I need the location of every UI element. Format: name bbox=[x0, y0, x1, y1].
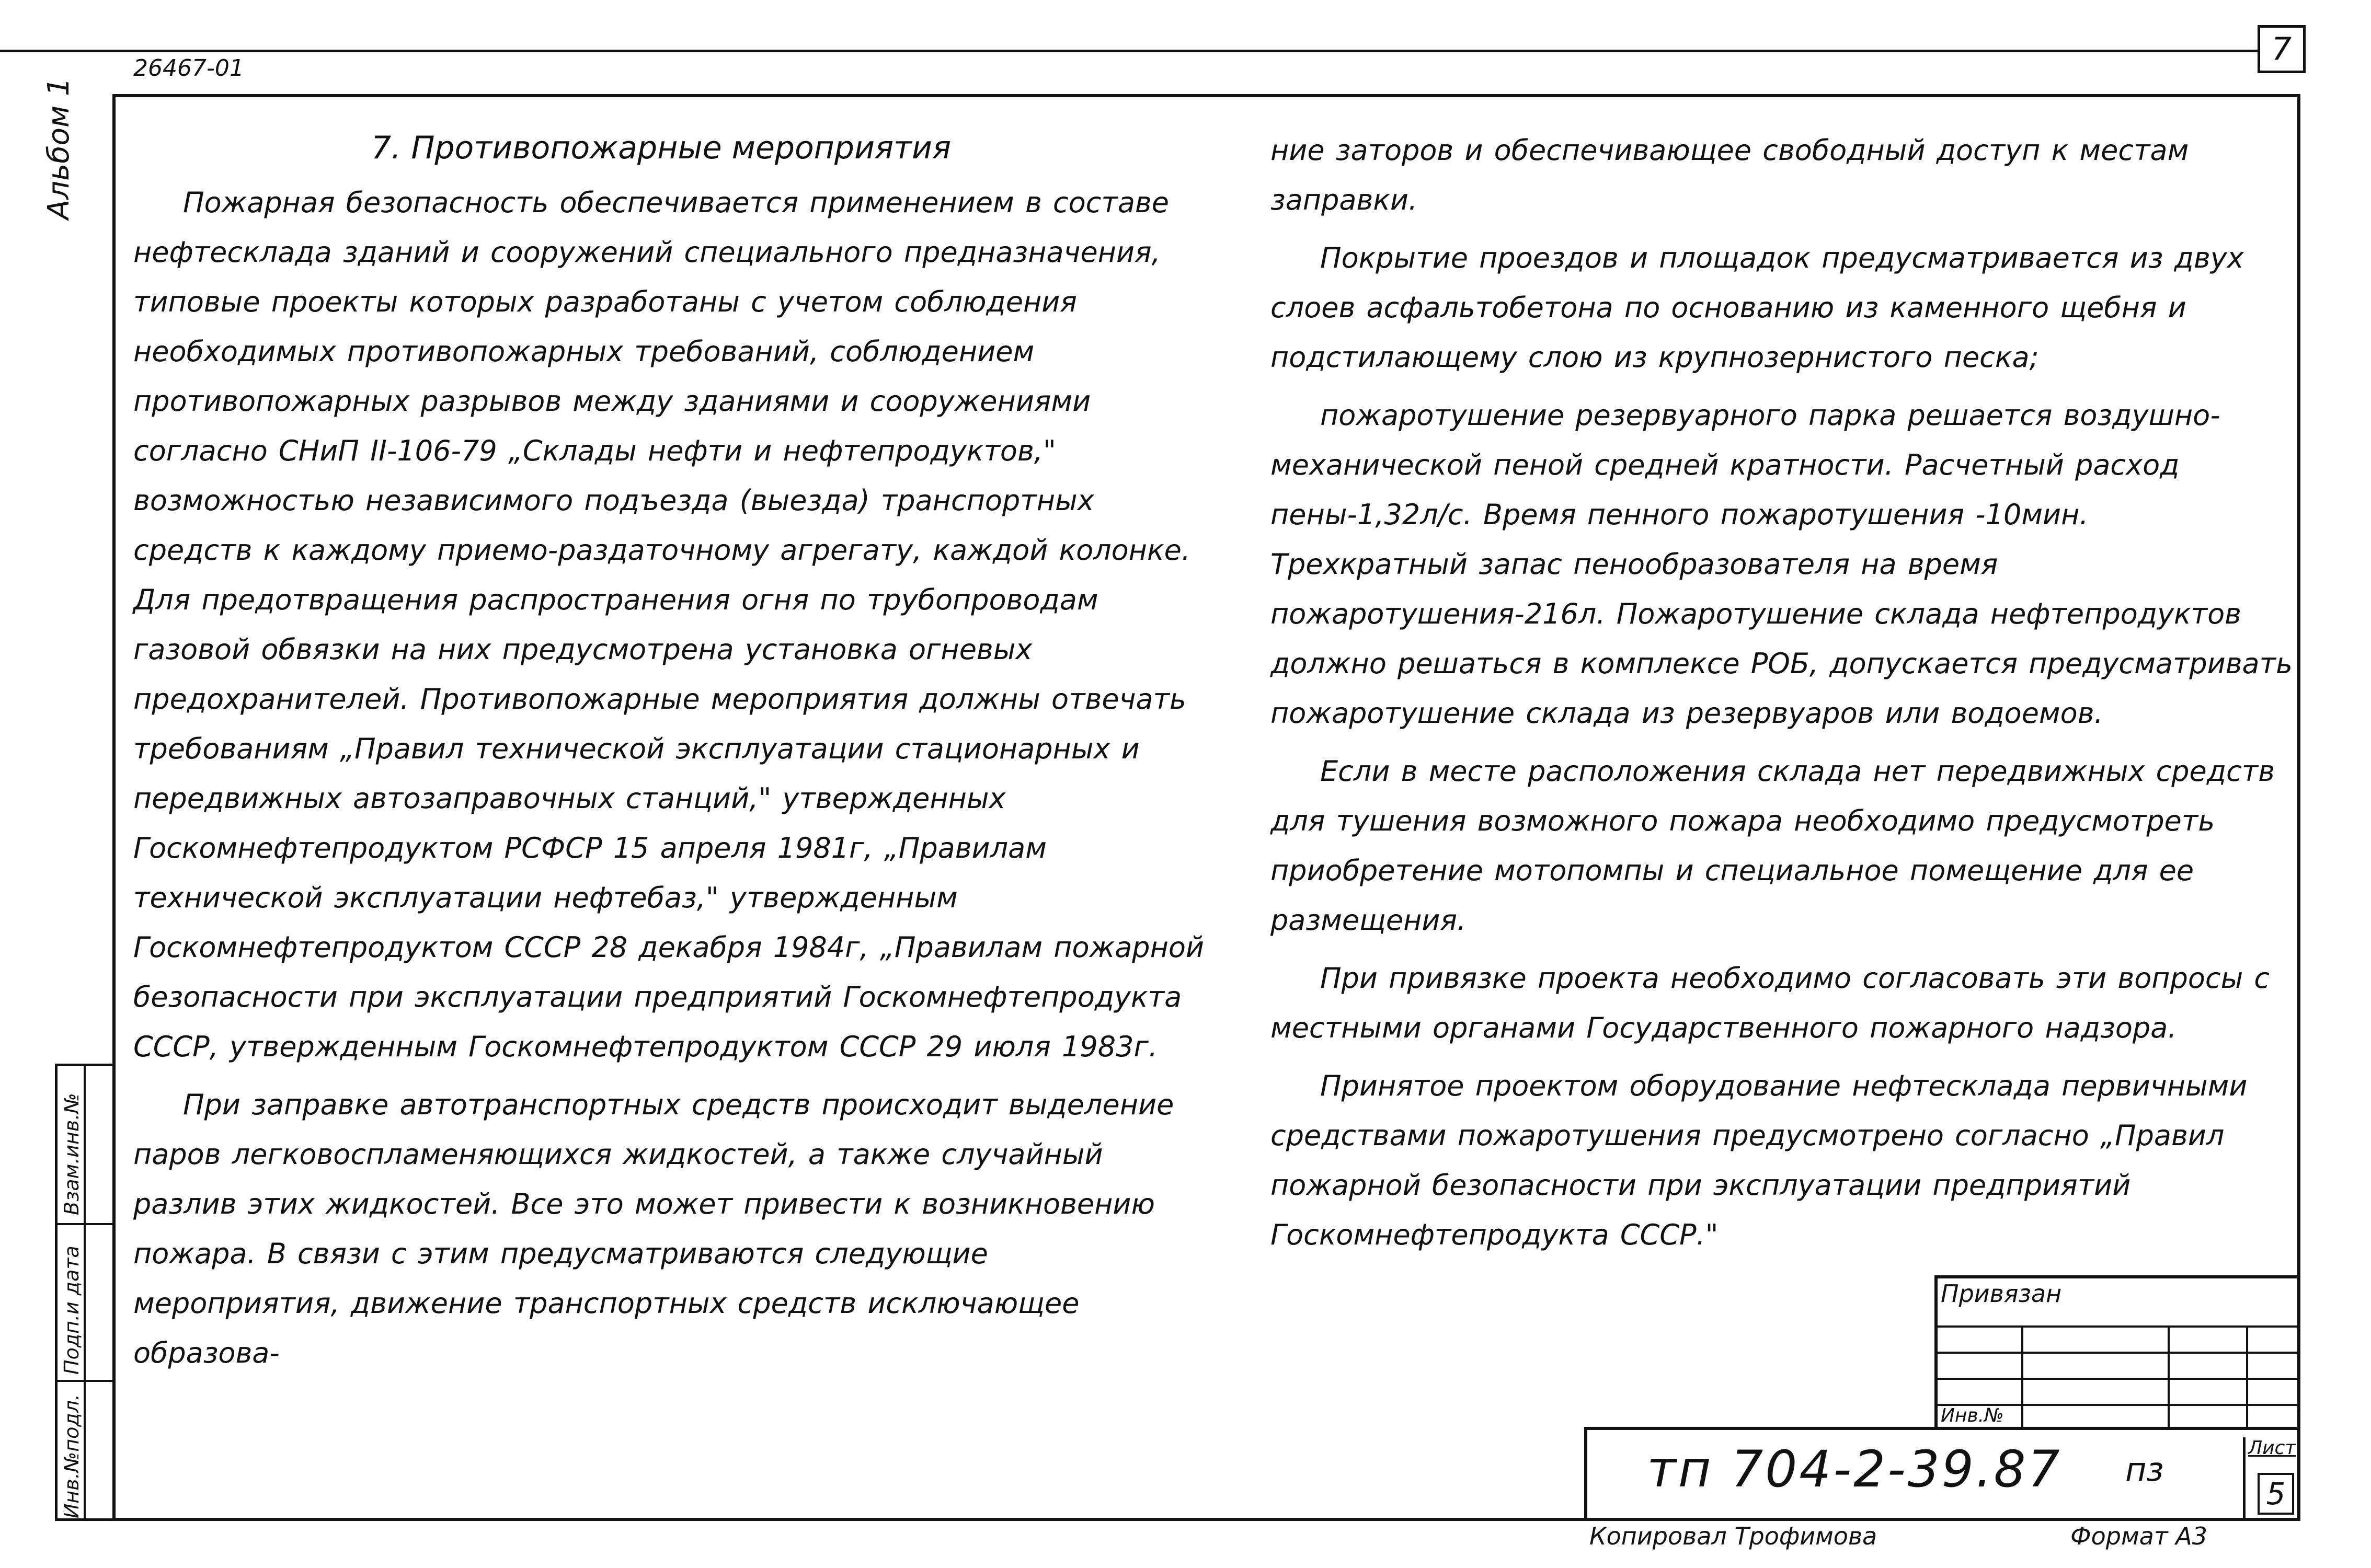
top-code: 26467-01 bbox=[133, 55, 244, 82]
right-text-column bbox=[1270, 125, 2295, 1268]
paragraph: Покрытие проездов и площадок предусматривается из двух слоев асфальтобетона по основанию из каменного щебня и подстилающему слою из крупнозернистого песка; bbox=[1270, 241, 2244, 374]
paragraph: Если в месте расположения склада нет передвижных средств для тушения возможного пожара необходимо предусмотреть приобретение мотопомпы и специальное помещение для ее размещения. bbox=[1270, 755, 2275, 937]
inventory-label: Инв.№ bbox=[1941, 1405, 2004, 1426]
paragraph: При заправке автотранспортных средств происходит выделение паров легковоспламеняющихся жидкостей, а также случайный разлив этих жидкостей. Все это может привести к возникновению пожара. В связи с этим предусматриваются следующие мероприятия, движение транспортных средств исключающее образова- bbox=[133, 1088, 1174, 1369]
table-line bbox=[2021, 1325, 2023, 1427]
paragraph: ние заторов и обеспечивающее свободный доступ к местам заправки. bbox=[1270, 134, 2189, 216]
binding-label: Привязан bbox=[1941, 1279, 2062, 1308]
stamp-replace-label: Взам.инв.№ bbox=[60, 1093, 83, 1215]
sheet-label: Лист bbox=[2248, 1437, 2296, 1459]
paper-format: Формат А3 bbox=[2070, 1522, 2207, 1550]
table-line bbox=[2168, 1325, 2170, 1427]
left-text-column bbox=[133, 178, 1205, 1386]
stamp-divider bbox=[84, 1066, 86, 1518]
album-label: Альбом 1 bbox=[42, 77, 76, 220]
table-line bbox=[2246, 1325, 2248, 1427]
page-number: 7 bbox=[2258, 25, 2306, 73]
copied-by: Копировал Трофимова bbox=[1589, 1522, 1877, 1550]
paragraph: Пожарная безопасность обеспечивается применением в составе нефтесклада зданий и сооружений специального предназначения, типовые проекты которых разработаны с учетом соблюдения необходимых противопожарных требований, соблюдением противопожарных разрывов между зданиями и сооружениями согласно СНиП II-106-79 „Склады нефти и нефтепродуктов," возможностью независимого подъезда (выезда) транспортных средств к каждому приемо-раздаточному агрегату, каждой колонке. Для предотвращения распространения огня по трубопроводам газовой обвязки на них предусмотрена установка огневых предохранителей. Противопожарные мероприятия должны отвечать требованиям „Правил технической эксплуатации стационарных и передвижных автозаправочных станций," утвержденных Госкомнефтепродуктом РСФСР 15 апреля 1981г, „Правилам технической эксплуатации нефтебаз," утвержденным Госкомнефтепродуктом СССР 28 декабря 1984г, „Правилам пожарной безопасности при эксплуатации предприятий Госкомнефтепродукта СССР, утвержденным Госкомнефтепродуктом СССР 29 июля 1983г. bbox=[133, 186, 1205, 1063]
sheet-number: 5 bbox=[2258, 1473, 2294, 1515]
paragraph: При привязке проекта необходимо согласовать эти вопросы с местными органами Государственного пожарного надзора. bbox=[1270, 962, 2270, 1044]
stamp-divider bbox=[58, 1223, 116, 1225]
frame-top-line bbox=[0, 50, 2259, 52]
stamp-divider bbox=[58, 1380, 116, 1382]
document-type: пз bbox=[2125, 1450, 2164, 1489]
section-heading: 7. Противопожарные мероприятия bbox=[371, 130, 952, 166]
paragraph: пожаротушение резервуарного парка решается воздушно-механической пеной средней кратности. Расчетный расход пены-1,32л/с. Время пенного пожаротушения -10мин. Трехкратный запас пенообразователя на время пожаротушения-216л. Пожаротушение склада нефтепродуктов должно решаться в комплексе РОБ, допускается предусматривать пожаротушение склада из резервуаров или водоемов. bbox=[1270, 399, 2293, 730]
paragraph: Принятое проектом оборудование нефтесклада первичными средствами пожаротушения предусмотрено согласно „Правил пожарной безопасности при эксплуатации предприятий Госкомнефтепродукта СССР." bbox=[1270, 1069, 2248, 1251]
document-number: тп 704-2-39.87 bbox=[1647, 1440, 2062, 1498]
stamp-inv-label: Инв.№подл. bbox=[60, 1393, 83, 1518]
stamp-signature-label: Подп.и дата bbox=[60, 1246, 83, 1375]
